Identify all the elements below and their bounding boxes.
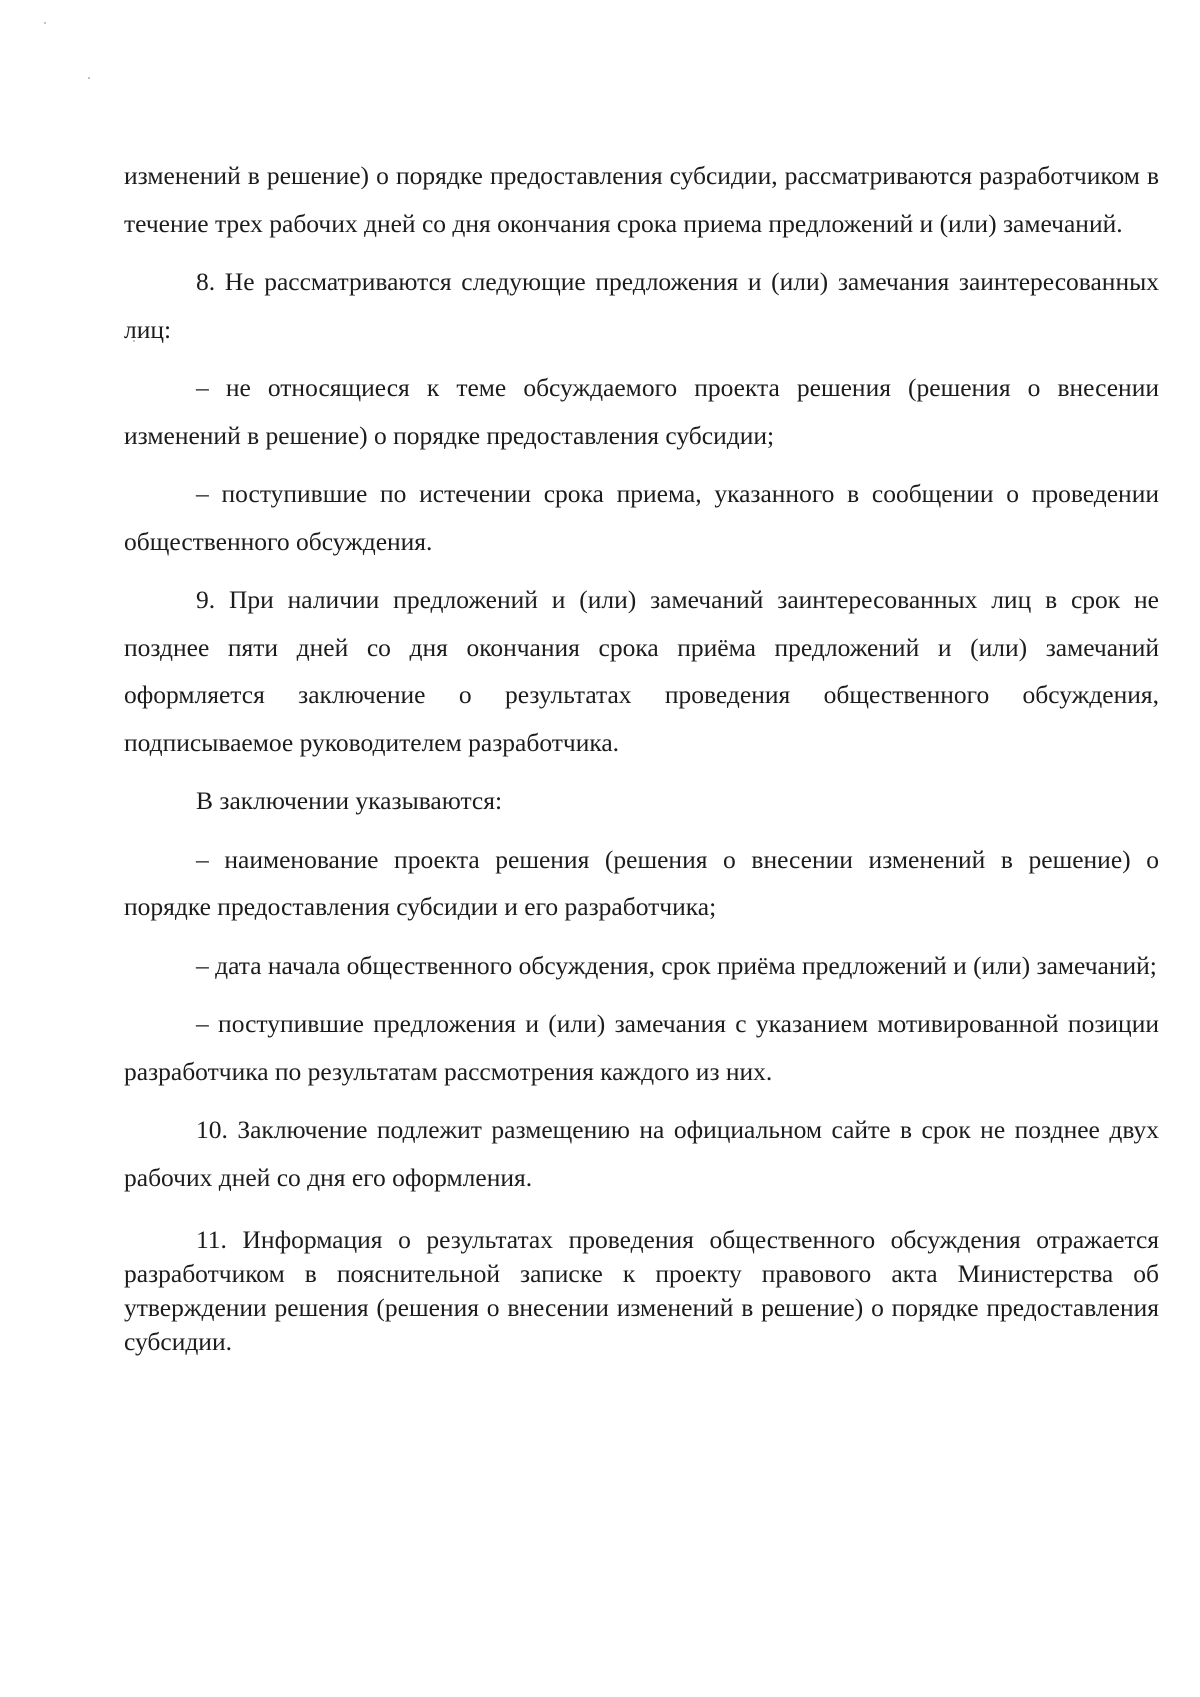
document-body xyxy=(124,152,1159,1359)
paragraph-item-8: 8. Не рассматриваются следующие предложения и (или) замечания заинтересованных лиц: xyxy=(124,267,1159,344)
scan-speck xyxy=(88,77,90,79)
list-item-received-proposals: – поступившие предложения и (или) замечания с указанием мотивированной позиции разработчика по результатам рассмотрения каждого из них. xyxy=(124,1009,1159,1086)
list-item-late-submission: – поступившие по истечении срока приема, указанного в сообщении о проведении общественного обсуждения. xyxy=(124,479,1159,556)
scan-speck xyxy=(44,22,46,24)
paragraph-continuation: изменений в решение) о порядке предоставления субсидии, рассматриваются разработчиком в течение трех рабочих дней со дня окончания срока приема предложений и (или) замечаний. xyxy=(124,161,1159,238)
list-item-project-name: – наименование проекта решения (решения о внесении изменений в решение) о порядке предоставления субсидии и его разработчика; xyxy=(124,844,1159,921)
list-item-not-related: – не относящиеся к теме обсуждаемого проекта решения (решения о внесении изменений в решение) о порядке предоставления субсидии; xyxy=(124,373,1159,450)
paragraph-item-9: 9. При наличии предложений и (или) замечаний заинтересованных лиц в срок не позднее пяти дней со дня окончания срока приёма предложений и (или) замечаний оформляется заключение о результатах проведения общественного обсуждения, подписываемое руководителем разработчика. xyxy=(124,585,1159,757)
paragraph-conclusion-contents: В заключении указываются: xyxy=(196,786,503,815)
paragraph-item-10: 10. Заключение подлежит размещению на официальном сайте в срок не позднее двух рабочих дней со дня его оформления. xyxy=(124,1115,1159,1192)
paragraph-item-11: 11. Информация о результатах проведения общественного обсуждения отражается разработчиком в пояснительной записке к проекту правового акта Министерства об утверждении решения (решения о внесении изменений в решение) о порядке предоставления субсидии. xyxy=(124,1225,1159,1356)
list-item-discussion-date: – дата начала общественного обсуждения, срок приёма предложений и (или) замечаний; xyxy=(196,950,1157,980)
